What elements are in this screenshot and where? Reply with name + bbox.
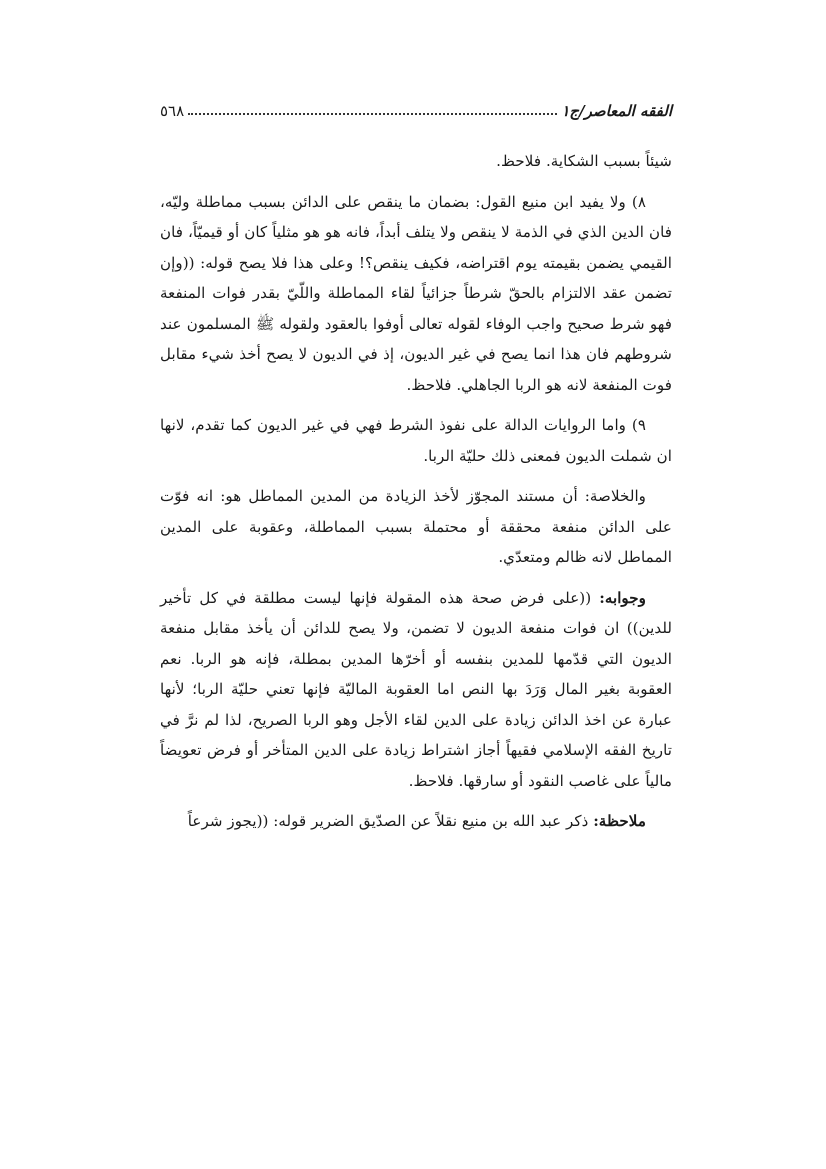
answer-text: ((على فرض صحة هذه المقولة فإنها ليست مطلقة في كل تأخير للدين)) ان فوات منفعة الديون لا تضمن، ولا يصح للدائن أن يأخذ مقابل منفعة الديون التي قدّمها للمدين بنفسه أو أخرّها المدين بمطلة، فإنه هو الربا. نعم العقوبة بغير المال وَرَدَ بها النص اما العقوبة الماليّة فإنها تعني حليّة الربا؛ لأنها عبارة عن اخذ الدائن زيادة على الدين لقاء الأجل وهو الربا الصريح، لذا لم نرَّ في تاريخ الفقه الإسلامي فقيهاً أجاز اشتراط زيادة على الدين المتأخر أو فرض تعويضاً مالياً على غاصب النقود أو سارقها. فلاحظ. — [160, 588, 672, 790]
note-text: ذكر عبد الله بن منيع نقلاً عن الصدّيق الضرير قوله: ((يجوز شرعاً — [187, 812, 594, 830]
running-header — [160, 90, 672, 120]
header-dotted-leader — [188, 112, 557, 115]
paragraph-point-8: ٨) ولا يفيد ابن منيع القول: بضمان ما ينقص على الدائن بسبب مماطلة وليّه، فان الدين الذي في الذمة لا ينقص ولا يتلف أبداً، فانه هو هو مثلياً كان أو قيميّاً، فان القيمي يضمن بقيمته يوم اقتراضه، فكيف ينقص؟! وعلى هذا فلا يصح قوله: ((وإن تضمن عقد الالتزام بالحقّ شرطاً جزائياً لقاء المماطلة واللّيّ بقدر فوات المنفعة فهو شرط صحيح واجب الوفاء لقوله تعالى أوفوا بالعقود ولقوله ﷺ المسلمون عند شروطهم فان هذا انما يصح في غير الديون، إذ في الديون لا يصح أخذ شيء مقابل فوت المنفعة لانه هو الربا الجاهلي. فلاحظ. — [160, 192, 672, 394]
running-header-title: الفقه المعاصر/ج١ — [561, 102, 672, 120]
note-lead: ملاحظة: — [593, 812, 646, 830]
paragraph-continuation: شيئاً بسبب الشكاية. فلاحظ. — [496, 152, 672, 170]
paragraph-note — [160, 806, 672, 837]
paragraph-summary: والخلاصة: أن مستند المجوّز لأخذ الزيادة من المدين المماطل هو: انه فوّت على الدائن منفعة محققة أو محتملة بسبب المماطلة، وعقوبة على المدين المماطل لانه ظالم ومتعدّي. — [160, 487, 672, 566]
page-number: ٥٦٨ — [160, 102, 185, 120]
answer-lead: وجوابه: — [599, 588, 646, 607]
paragraph-answer — [160, 583, 672, 797]
book-page — [160, 90, 672, 847]
page-body — [160, 146, 672, 837]
paragraph-point-9: ٩) واما الروايات الدالة على نفوذ الشرط فهي في غير الديون كما تقدم، لانها ان شملت الديون فمعنى ذلك حليّة الربا. — [160, 416, 672, 465]
